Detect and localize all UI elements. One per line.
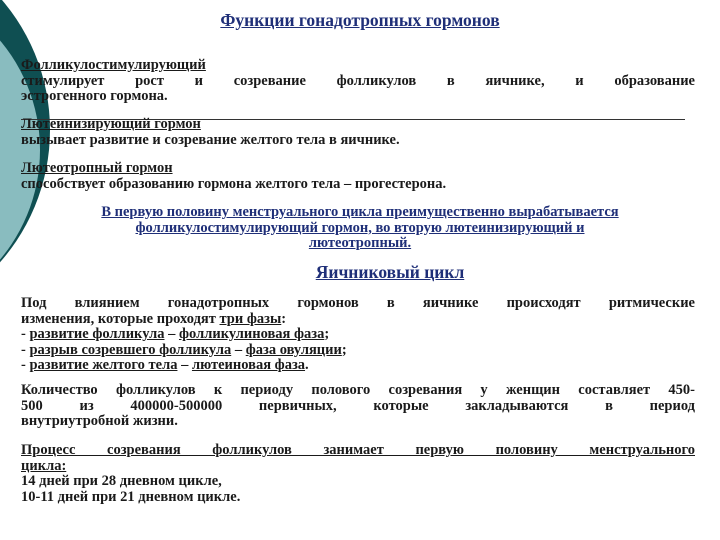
cycle-note-line2: фолликулостимулирующий гормон, во вторую лютеинизирующий и	[135, 219, 585, 236]
phase-item	[21, 327, 695, 343]
phases-colon: :	[281, 310, 287, 327]
phase-item	[21, 358, 695, 374]
cycle-note	[0, 205, 720, 252]
lh-text: вызывает развитие и созревание желтого тела в яичнике.	[21, 131, 400, 148]
count-line2: 500 из 400000-500000 первичных, которые закладываются в период	[21, 397, 695, 414]
cycle-note-line1: В первую половину менструального цикла преимущественно вырабатывается	[101, 204, 619, 220]
ltg-heading: Лютеотропный гормон	[21, 160, 173, 176]
phase-name: разрыв созревшего фолликула	[29, 341, 232, 358]
phase-name: развитие желтого тела	[29, 357, 178, 373]
phases-line2-text: изменения, которые проходят	[21, 310, 220, 327]
fsh-text-line1: стимулирует рост и созревание фолликулов в яичнике, и образование	[21, 72, 695, 89]
phase-end: ;	[341, 341, 347, 358]
maturation-block	[21, 443, 695, 505]
phase-end: ;	[324, 326, 330, 342]
fsh-block	[21, 58, 695, 105]
maturation-line2: цикла:	[21, 457, 67, 474]
cycle-note-line3: лютеотропный.	[308, 235, 412, 251]
count-line1: Количество фолликулов к периоду полового созревания у женщин составляет 450-	[21, 382, 695, 398]
lh-heading: Лютеинизирующий гормон	[21, 116, 201, 132]
count-line3: внутриутробной жизни.	[21, 413, 178, 429]
count-block	[21, 383, 695, 430]
phases-three-phases: три фазы	[219, 310, 282, 327]
phase-sep: –	[231, 341, 246, 358]
section-title: Яичниковый цикл	[315, 262, 465, 282]
decorative-circles	[0, 0, 60, 300]
phase-prefix: -	[21, 341, 30, 358]
phase-name: развитие фолликула	[29, 326, 165, 342]
phase-prefix: -	[21, 357, 30, 373]
phase-type: фаза овуляции	[245, 341, 342, 358]
ltg-block	[21, 161, 695, 192]
phase-type: фолликулиновая фаза	[178, 326, 325, 342]
maturation-line3: 14 дней при 28 дневном цикле,	[21, 473, 222, 489]
phase-end: .	[305, 357, 309, 373]
maturation-line1: Процесс созревания фолликулов занимает первую половину менструального	[21, 442, 695, 458]
phase-sep: –	[177, 357, 192, 373]
phase-prefix: -	[21, 326, 30, 342]
phase-sep: –	[164, 326, 179, 342]
lh-block	[21, 117, 695, 148]
phases-line1: Под влиянием гонадотропных гормонов в яичнике происходят ритмические	[21, 295, 695, 311]
fsh-heading: Фолликулостимулирующий	[21, 57, 206, 73]
ltg-text: способствует образованию гормона желтого тела – прогестерона.	[21, 175, 447, 192]
fsh-text-line2: эстрогенного гормона.	[21, 88, 168, 104]
phase-type: лютеиновая фаза	[191, 357, 306, 373]
phases-line2	[21, 312, 695, 328]
page-title: Функции гонадотропных гормонов	[220, 10, 500, 30]
maturation-line4: 10-11 дней при 21 дневном цикле.	[21, 488, 241, 505]
phase-item	[21, 343, 695, 359]
phases-block	[21, 296, 695, 374]
